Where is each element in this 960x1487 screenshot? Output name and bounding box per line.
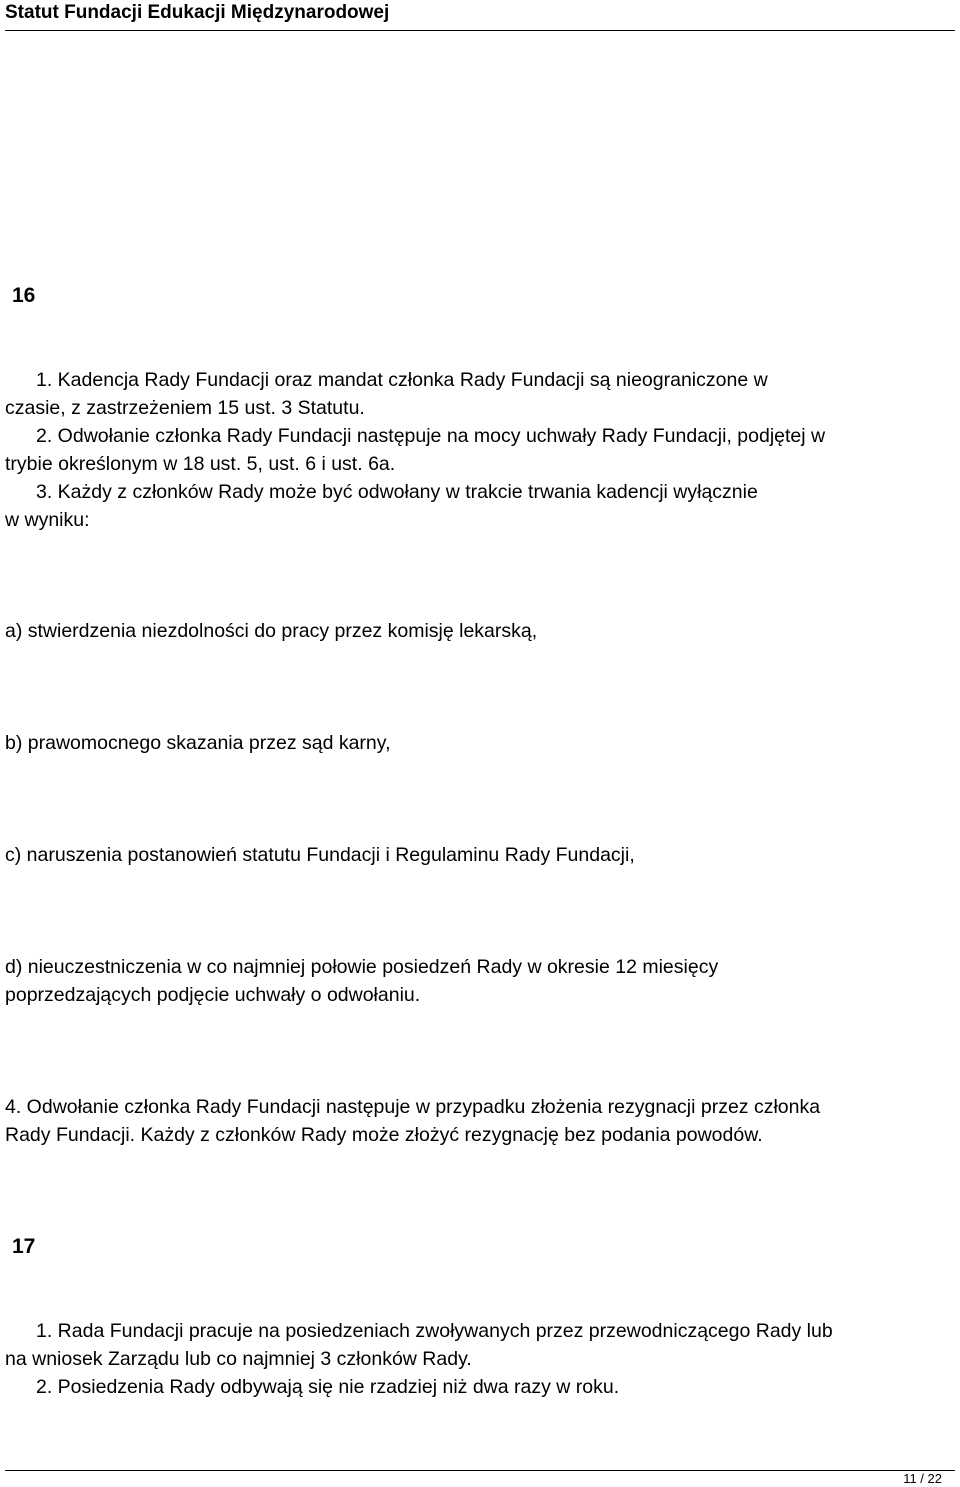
s16-p1-line2: czasie, z zastrzeżeniem 15 ust. 3 Statutu. [5, 397, 365, 419]
s16-item-b: b) prawomocnego skazania przez sąd karny, [5, 732, 391, 754]
s16-p4-line1: 4. Odwołanie członka Rady Fundacji następuje w przypadku złożenia rezygnacji przez członka [5, 1096, 821, 1118]
s16-p2-line2: trybie określonym w 18 ust. 5, ust. 6 i ust. 6a. [5, 453, 396, 475]
page-header [5, 0, 955, 31]
section-17-heading: 17 [12, 1235, 36, 1258]
s17-p1-line1: 1. Rada Fundacji pracuje na posiedzeniach zwoływanych przez przewodniczącego Rady lub [36, 1320, 833, 1342]
section-16-heading: 16 [12, 284, 36, 307]
s16-item-d-line2: poprzedzających podjęcie uchwały o odwołaniu. [5, 984, 421, 1006]
s17-p1-line2: na wniosek Zarządu lub co najmniej 3 członków Rady. [5, 1348, 472, 1370]
page-number: 11 / 22 [903, 1471, 942, 1486]
footer-divider [5, 1470, 955, 1471]
s16-p2-line1: 2. Odwołanie członka Rady Fundacji następuje na mocy uchwały Rady Fundacji, podjętej w [36, 425, 826, 447]
s16-item-a: a) stwierdzenia niezdolności do pracy przez komisję lekarską, [5, 620, 538, 642]
s16-p3-line1: 3. Każdy z członków Rady może być odwołany w trakcie trwania kadencji wyłącznie [36, 481, 758, 503]
s16-p3-line2: w wyniku: [5, 509, 90, 531]
document-title: Statut Fundacji Edukacji Międzynarodowej [5, 2, 390, 23]
s16-item-d-line1: d) nieuczestniczenia w co najmniej połowie posiedzeń Rady w okresie 12 miesięcy [5, 956, 719, 978]
s16-p1-line1: 1. Kadencja Rady Fundacji oraz mandat członka Rady Fundacji są nieograniczone w [36, 369, 768, 391]
s16-item-c: c) naruszenia postanowień statutu Fundacji i Regulaminu Rady Fundacji, [5, 844, 635, 866]
s17-p2-line1: 2. Posiedzenia Rady odbywają się nie rzadziej niż dwa razy w roku. [36, 1376, 620, 1398]
s16-p4-line2: Rady Fundacji. Każdy z członków Rady może złożyć rezygnację bez podania powodów. [5, 1124, 763, 1146]
